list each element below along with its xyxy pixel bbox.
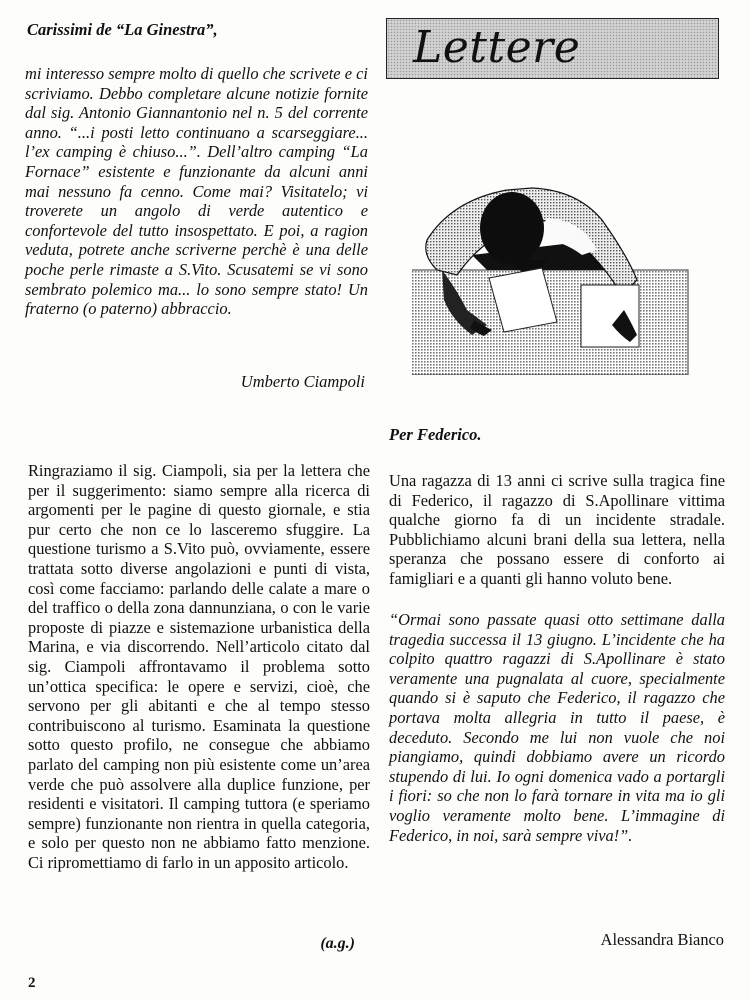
person-writing-at-desk-illustration bbox=[412, 160, 722, 375]
section-title-box bbox=[386, 18, 719, 79]
letter-intro: Una ragazza di 13 anni ci scrive sulla tragica fine di Federico, il ragazzo di S.Apollinare vittima qualche giorno fa di un incidente stradale. Pubblichiamo alcuni brani della sua lettera, nella speranza che possano essere di conforto ai famigliari e a quanti gli hanno voluto bene. bbox=[389, 471, 725, 588]
page-number: 2 bbox=[28, 975, 36, 991]
letter-body: mi interesso sempre molto di quello che scrivete e ci scriviamo. Debbo completare alcune notizie fornite dal sig. Antonio Giannantonio nel n. 5 del corrente anno. “...i posti letto continuano a scarseggiare... l’ex camping è chiuso...”. Dell’altro camping “La Fornace” esistente e funzionante da alcuni anni mai nessuno fa cenno. Come mai? Visitatelo; vi troverete un angolo di verde autentico e confortevole del tutto insospettato. E poi, a ragion veduta, potrete anche scriverne perchè è una delle poche perle rimaste a S.Vito. Scusatemi se vi sono sembrato polemico ma... lo sono sempre stato! Un fraterno (o paterno) abbraccio. bbox=[25, 64, 368, 319]
section-title: Lettere bbox=[413, 22, 581, 73]
letter-title: Per Federico. bbox=[389, 425, 482, 444]
editor-reply-body: Ringraziamo il sig. Ciampoli, sia per la lettera che per il suggerimento: siamo sempre alla ricerca di argomenti per le pagine di questo giornale, e stia pur certo che non ce lo lasceremo sfuggire. La questione turismo a S.Vito può, ovviamente, essere trattata sotto diverse angolazioni e punti di vista, così come facciamo: parlando delle calate a mare o del traffico o della zona dannunziana, o con le varie proposte di piazze e sistemazione urbanistica della Marina, e via discorrendo. Nell’articolo citato dal sig. Ciampoli affrontavamo il problema sotto un’ottica specifica: le opere e servizi, cioè, che servono per gli abitanti e che al tempo stesso contribuiscono al turismo. Esaminata la questione sotto questo profilo, ne consegue che abbiamo parlato del camping non più esistente come un’area verde che può assolvere alla duplice funzione, per residenti e visitatori. Il camping tuttora (e speriamo sempre) funzionante non rientra in quella categoria, e solo per questo non ne abbiamo fatto menzione. Ci ripromettiamo di farlo in un apposito articolo. bbox=[28, 461, 370, 872]
letter-signature: Umberto Ciampoli bbox=[240, 372, 365, 391]
letter-greeting: Carissimi de “La Ginestra”, bbox=[27, 20, 218, 39]
letter-signature: Alessandra Bianco bbox=[600, 930, 724, 949]
editor-reply-signature: (a.g.) bbox=[320, 935, 355, 952]
letter-quote: “Ormai sono passate quasi otto settimane dalla tragedia successa il 13 giugno. L’incidente che ha colpito quattro ragazzi di S.Apollinare è stato veramente una pugnalata al cuore, specialmente quando si è saputo che Federico, il ragazzo che portava molta allegria in tutto il paese, è deceduto. Secondo me lui non vuole che noi piangiamo, quindi dobbiamo avere un ricordo stupendo di lui. Io ogni domenica vado a portargli i fiori: so che non lo farà tornare in vita ma io gli voglio veramente molto bene. L’immagine di Federico, in noi, sarà sempre viva!”. bbox=[389, 610, 725, 845]
